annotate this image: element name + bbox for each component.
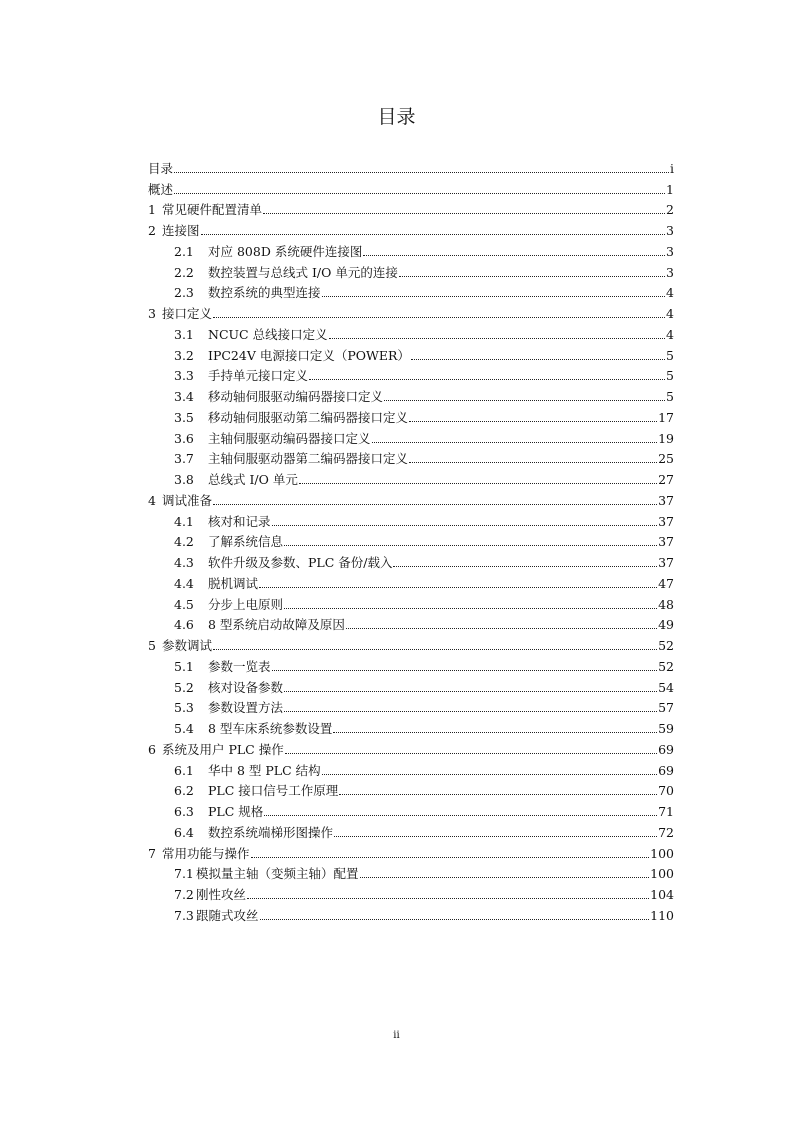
dot-leader (251, 857, 650, 858)
dot-leader (174, 172, 669, 173)
toc-entry-title: 软件升级及参数、PLC 备份/载入 (208, 555, 393, 570)
toc-entry[interactable] (148, 300, 674, 321)
toc-entry-number: 7 (148, 845, 156, 861)
toc-entry[interactable] (148, 383, 674, 404)
toc-entry[interactable] (148, 674, 674, 695)
toc-entry-page-number: 72 (658, 824, 674, 840)
toc-entry[interactable] (148, 508, 674, 529)
dot-leader (259, 587, 657, 588)
toc-entry-page-number: 59 (658, 721, 674, 736)
toc-entry-title: 参数设置方法 (208, 700, 284, 716)
toc-entry-title: NCUC 总线接口定义 (208, 326, 328, 342)
toc-entry-title: 核对设备参数 (208, 679, 284, 695)
toc-entry-number: 3.2 (174, 347, 194, 363)
toc-entry[interactable] (148, 757, 674, 778)
toc-entry-number: 3.1 (174, 326, 194, 342)
dot-leader (363, 255, 665, 256)
toc-entry-page-number: 49 (658, 617, 674, 633)
dot-leader (284, 545, 657, 546)
toc-entry-number: 3.3 (174, 368, 194, 384)
toc-entry-number: 3 (148, 306, 156, 321)
toc-entry[interactable] (148, 446, 674, 467)
footer-page-number: ii (393, 1030, 400, 1041)
toc-entry-number: 4.6 (174, 617, 194, 633)
toc-entry[interactable] (148, 570, 674, 591)
toc-entry-number: 4.4 (174, 575, 194, 591)
toc-entry-page-number: 52 (658, 638, 674, 653)
toc-entry-title: 脱机调试 (208, 575, 259, 591)
dot-leader (399, 276, 665, 277)
toc-entry-number: 4.2 (174, 534, 194, 550)
toc-entry-page-number: 47 (658, 575, 674, 591)
toc-entry-number: 3.6 (174, 430, 194, 446)
dot-leader (260, 919, 650, 920)
toc-entry-page-number: 3 (666, 264, 674, 280)
toc-entry-title: PLC 接口信号工作原理 (208, 783, 339, 799)
toc-entry-number: 3.5 (174, 409, 194, 425)
toc-entry-title: 移动轴伺服驱动第二编码器接口定义 (208, 409, 409, 425)
toc-entry-page-number: 5 (666, 389, 674, 404)
toc-entry-title: 参数调试 (162, 638, 213, 653)
dot-leader (322, 296, 666, 297)
toc-entry-title: 数控系统端梯形图操作 (208, 824, 334, 840)
dot-leader (346, 628, 657, 629)
dot-leader (409, 421, 657, 422)
dot-leader (213, 504, 657, 505)
dot-leader (285, 753, 657, 754)
toc-entry-title: 对应 808D 系统硬件连接图 (208, 243, 363, 259)
toc-entry-number: 5.2 (174, 679, 194, 695)
dot-leader (272, 525, 658, 526)
toc-entry-number: 3.8 (174, 472, 194, 487)
toc-entry-page-number: 3 (666, 243, 674, 259)
toc-entry-title: 主轴伺服驱动编码器接口定义 (208, 430, 371, 446)
toc-entry-title: 跟随式攻丝 (196, 907, 259, 923)
toc-entry-title: 主轴伺服驱动器第二编码器接口定义 (208, 451, 409, 467)
toc-entry-page-number: 110 (650, 907, 674, 923)
toc-entry-number: 5 (148, 638, 156, 653)
toc-entry[interactable] (148, 155, 674, 176)
toc-entry[interactable] (148, 632, 674, 653)
toc-entry-page-number: 57 (658, 700, 674, 716)
dot-leader (339, 794, 657, 795)
toc-entry-page-number: 104 (650, 887, 674, 902)
dot-leader (309, 379, 665, 380)
toc-entry[interactable] (148, 404, 674, 425)
dot-leader (393, 566, 657, 567)
toc-entry-title: 调试准备 (162, 492, 213, 508)
toc-entry-title: 常见硬件配置清单 (162, 202, 263, 218)
toc-entry-page-number: 100 (650, 845, 674, 861)
toc-entry-title: 接口定义 (162, 306, 213, 321)
toc-entry-number: 2 (148, 223, 156, 238)
toc-entry[interactable] (148, 736, 674, 757)
toc-entry-page-number: 71 (658, 804, 674, 819)
dot-leader (284, 711, 657, 712)
dot-leader (213, 649, 657, 650)
toc-entry[interactable] (148, 425, 674, 446)
toc-entry-number: 6.1 (174, 762, 194, 778)
dot-leader (322, 774, 657, 775)
toc-entry[interactable] (148, 612, 674, 633)
toc-entry-page-number: 5 (666, 368, 674, 384)
dot-leader (213, 317, 665, 318)
toc-entry[interactable] (148, 549, 674, 570)
toc-entry[interactable] (148, 902, 674, 923)
toc-entry-title: 数控系统的典型连接 (208, 285, 321, 301)
toc-entry-page-number: 48 (658, 596, 674, 612)
toc-entry-number: 3.4 (174, 389, 194, 404)
dot-leader (409, 462, 657, 463)
toc-entry-number: 6 (148, 741, 156, 757)
toc-entry-number: 1 (148, 202, 156, 218)
toc-entry[interactable] (148, 840, 674, 861)
toc-entry-page-number: 37 (658, 492, 674, 508)
toc-entry-page-number: 4 (666, 326, 674, 342)
toc-entry[interactable] (148, 653, 674, 674)
dot-leader (329, 338, 665, 339)
dot-leader (201, 234, 666, 235)
toc-entry[interactable] (148, 487, 674, 508)
toc-entry-page-number: 1 (666, 181, 674, 197)
toc-entry-number: 4 (148, 492, 156, 508)
toc-entry-page-number: 17 (658, 409, 674, 425)
toc-entry-number: 4.1 (174, 513, 194, 529)
toc-entry-page-number: 37 (658, 534, 674, 550)
toc-entry[interactable] (148, 529, 674, 550)
toc-entry-page-number: i (670, 160, 674, 176)
toc-entry-number: 4.5 (174, 596, 194, 612)
toc-entry-number: 2.1 (174, 243, 194, 259)
toc-entry-title: 数控装置与总线式 I/O 单元的连接 (208, 264, 398, 280)
toc-entry-title: 连接图 (162, 223, 200, 238)
toc-entry-title: 分步上电原则 (208, 596, 284, 612)
toc-entry[interactable] (148, 217, 674, 238)
toc-entry[interactable] (148, 363, 674, 384)
toc-entry-number: 2.2 (174, 264, 194, 280)
toc-entry-number: 7.1 (174, 866, 194, 882)
toc-entry-title: 华中 8 型 PLC 结构 (208, 762, 321, 778)
toc-entry[interactable] (148, 321, 674, 342)
dot-leader (334, 836, 657, 837)
toc-entry-page-number: 27 (658, 472, 674, 487)
toc-entry-page-number: 52 (658, 658, 674, 674)
toc-entry[interactable] (148, 280, 674, 301)
toc-entry-page-number: 25 (658, 451, 674, 467)
toc-entry[interactable] (148, 466, 674, 487)
toc-entry-title: IPC24V 电源接口定义（POWER） (208, 347, 410, 363)
dot-leader (264, 815, 657, 816)
toc-entry-page-number: 54 (658, 679, 674, 695)
dot-leader (272, 670, 658, 671)
toc-entry-page-number: 37 (658, 555, 674, 570)
toc-entry-title: 8 型车床系统参数设置 (208, 721, 333, 736)
toc-entry-page-number: 100 (650, 866, 674, 882)
table-of-contents (148, 155, 674, 923)
toc-entry-page-number: 4 (666, 285, 674, 301)
toc-entry-number: 2.3 (174, 285, 194, 301)
toc-entry-title: 了解系统信息 (208, 534, 284, 550)
toc-entry[interactable] (148, 819, 674, 840)
dot-leader (360, 877, 650, 878)
toc-entry[interactable] (148, 176, 674, 197)
toc-entry-title: PLC 规格 (208, 804, 264, 819)
toc-entry[interactable] (148, 861, 674, 882)
toc-entry-number: 7.3 (174, 907, 194, 923)
toc-entry-number: 5.3 (174, 700, 194, 716)
dot-leader (384, 400, 665, 401)
toc-entry[interactable] (148, 778, 674, 799)
toc-entry[interactable] (148, 798, 674, 819)
toc-entry-number: 7.2 (174, 887, 194, 902)
page-title: 目录 (377, 106, 416, 128)
dot-leader (284, 691, 657, 692)
toc-entry-page-number: 69 (658, 762, 674, 778)
dot-leader (174, 193, 665, 194)
dot-leader (299, 483, 657, 484)
toc-entry-number: 5.1 (174, 658, 194, 674)
toc-entry-number: 6.4 (174, 824, 194, 840)
toc-entry-title: 总线式 I/O 单元 (208, 472, 298, 487)
toc-entry-number: 5.4 (174, 721, 194, 736)
toc-entry-page-number: 19 (658, 430, 674, 446)
toc-entry[interactable] (148, 695, 674, 716)
toc-entry-title: 模拟量主轴（变频主轴）配置 (196, 866, 359, 882)
toc-entry[interactable] (148, 259, 674, 280)
dot-leader (263, 213, 665, 214)
toc-entry-title: 系统及用户 PLC 操作 (162, 741, 284, 757)
dot-leader (247, 898, 649, 899)
toc-entry-page-number: 2 (666, 202, 674, 218)
toc-entry-title: 手持单元接口定义 (208, 368, 309, 384)
dot-leader (372, 442, 658, 443)
toc-entry-title: 常用功能与操作 (162, 845, 250, 861)
toc-entry[interactable] (148, 238, 674, 259)
toc-entry-title: 移动轴伺服驱动编码器接口定义 (208, 389, 384, 404)
toc-entry[interactable] (148, 197, 674, 218)
toc-entry-title: 核对和记录 (208, 513, 271, 529)
toc-entry-number: 6.3 (174, 804, 194, 819)
toc-entry-title: 参数一览表 (208, 658, 271, 674)
toc-entry-page-number: 69 (658, 741, 674, 757)
toc-entry-page-number: 70 (658, 783, 674, 799)
toc-entry-number: 4.3 (174, 555, 194, 570)
toc-entry-title: 刚性攻丝 (196, 887, 247, 902)
toc-entry-page-number: 4 (666, 306, 674, 321)
toc-entry-page-number: 3 (666, 223, 674, 238)
dot-leader (284, 608, 657, 609)
toc-entry-page-number: 37 (658, 513, 674, 529)
toc-entry-number: 3.7 (174, 451, 194, 467)
toc-entry[interactable] (148, 881, 674, 902)
toc-entry-title: 概述 (148, 181, 174, 197)
toc-entry-page-number: 5 (666, 347, 674, 363)
toc-entry[interactable] (148, 715, 674, 736)
toc-entry[interactable] (148, 591, 674, 612)
dot-leader (411, 359, 665, 360)
dot-leader (333, 732, 657, 733)
toc-entry-number: 6.2 (174, 783, 194, 799)
toc-entry-title: 目录 (148, 160, 174, 176)
toc-entry-title: 8 型系统启动故障及原因 (208, 617, 345, 633)
toc-entry[interactable] (148, 342, 674, 363)
